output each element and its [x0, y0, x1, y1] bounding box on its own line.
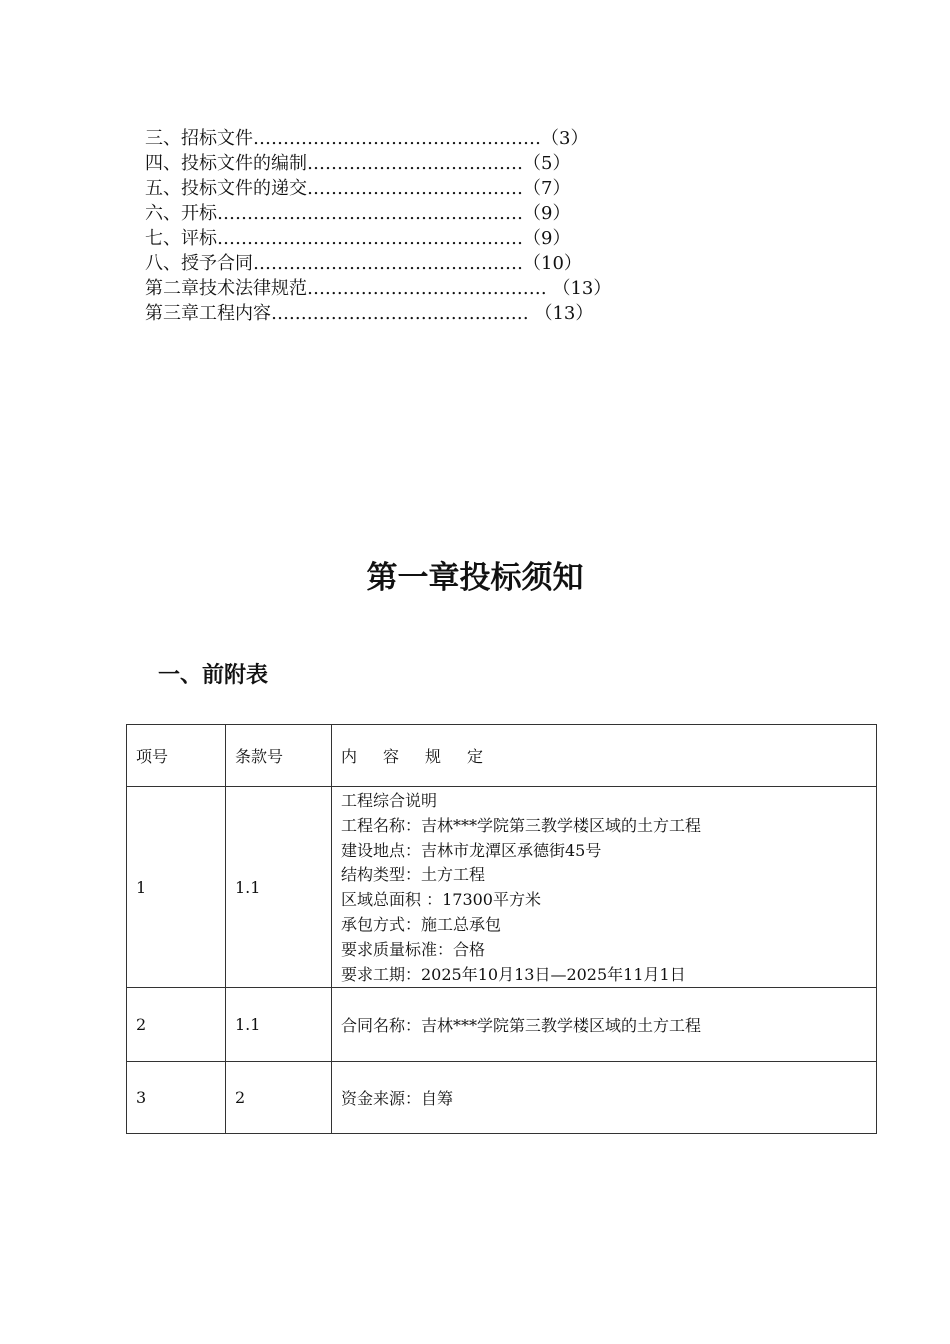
content-line: 承包方式：施工总承包 — [341, 914, 502, 934]
header-content-label: 内容规定 — [341, 747, 510, 766]
cell-item-no: 3 — [127, 1062, 226, 1134]
content-line: 合同名称：吉林***学院第三教学楼区域的土方工程 — [341, 1016, 702, 1036]
chapter-title: 第一章投标须知 — [366, 560, 584, 596]
toc-entry[interactable]: 八、授予合同………………………………………（10） — [145, 253, 582, 274]
cell-clause-no: 1.1 — [226, 988, 332, 1062]
content-line: 建设地点：吉林市龙潭区承德街45号 — [341, 840, 602, 860]
cell-content — [332, 1062, 877, 1134]
toc-entry[interactable]: 五、投标文件的递交………………………………（7） — [145, 178, 571, 199]
cell-content — [332, 787, 877, 988]
content-line: 结构类型：土方工程 — [341, 865, 486, 885]
section-title: 一、前附表 — [158, 663, 269, 688]
table-of-contents — [145, 126, 611, 326]
content-line: 资金来源：自筹 — [341, 1089, 454, 1109]
table-row — [127, 988, 877, 1062]
cell-item-no: 1 — [127, 787, 226, 988]
cell-item-no: 2 — [127, 988, 226, 1062]
cell-clause-no: 2 — [226, 1062, 332, 1134]
content-line: 工程综合说明 — [341, 791, 438, 810]
toc-entry[interactable]: 第三章工程内容….………………………………… （13） — [145, 303, 594, 324]
toc-entry[interactable]: 三、招标文件…………………………………………（3） — [145, 128, 589, 149]
toc-entry[interactable]: 第二章技术法律规范….……………………………… （13） — [145, 278, 612, 299]
toc-entry[interactable]: 六、开标……………………………………………（9） — [145, 203, 571, 224]
header-content-spec — [332, 725, 877, 787]
table-header-row — [127, 725, 877, 787]
content-line: 要求工期：2025年10月13日—2025年11月1日 — [341, 964, 686, 984]
content-line: 工程名称：吉林***学院第三教学楼区域的土方工程 — [341, 815, 702, 835]
table-row — [127, 1062, 877, 1134]
content-line: 区域总面积 ：17300平方米 — [341, 890, 541, 910]
header-clause-no: 条款号 — [226, 725, 332, 787]
cell-content — [332, 988, 877, 1062]
header-item-no: 项号 — [127, 725, 226, 787]
toc-entry[interactable]: 七、评标……………………………………………（9） — [145, 228, 571, 249]
table-row — [127, 787, 877, 988]
toc-entry[interactable]: 四、投标文件的编制………………………………（5） — [145, 153, 571, 174]
cell-clause-no: 1.1 — [226, 787, 332, 988]
requirements-table — [126, 724, 877, 1134]
content-line: 要求质量标准：合格 — [341, 939, 486, 959]
